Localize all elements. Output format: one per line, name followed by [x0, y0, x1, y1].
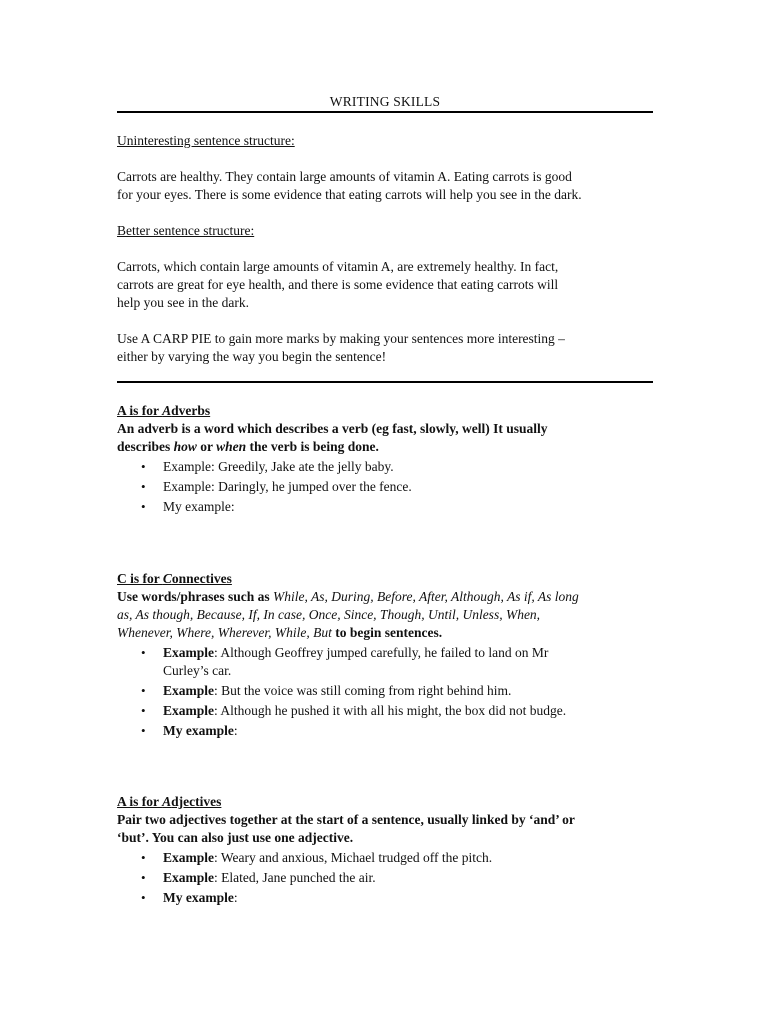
adverbs-heading: A is for Adverbs — [117, 403, 211, 418]
para2-line2: carrots are great for eye health, and there is some evidence that eating carrots will — [117, 277, 559, 292]
list-item: • Example: Greedily, Jake ate the jelly baby. — [141, 459, 394, 474]
connectives-section — [117, 570, 653, 740]
adjectives-section — [117, 793, 653, 907]
better-paragraph — [117, 258, 653, 312]
bullet-icon: • — [141, 499, 146, 514]
para1-line2: for your eyes. There is some evidence that eating carrots will help you see in the dark. — [117, 187, 582, 202]
page-title: WRITING SKILLS — [329, 94, 441, 109]
para2-line1: Carrots, which contain large amounts of vitamin A, are extremely healthy. In fact, — [117, 259, 559, 274]
adverbs-description: An adverb is a word which describes a verb (eg fast, slowly, well) It usually describes how or when the verb is being done. — [117, 421, 548, 454]
connectives-list — [117, 644, 653, 740]
uninteresting-paragraph — [117, 168, 653, 204]
connectives-description: Use words/phrases such as While, As, During, Before, After, Although, As if, As long as, As though, Because, If, In case, Once, Since, Though, Until, Unless, When, Whenever, Where, Wherever, While, But to begin sentences. — [117, 589, 579, 640]
adjectives-list — [117, 849, 653, 907]
carp-pie-paragraph — [117, 330, 653, 366]
para3-line2: either by varying the way you begin the sentence! — [117, 349, 387, 364]
bullet-icon: • — [141, 850, 146, 865]
uninteresting-heading: Uninteresting sentence structure: — [117, 133, 295, 148]
bullet-icon: • — [141, 870, 146, 885]
section-divider — [117, 381, 653, 383]
list-item: • Example: Elated, Jane punched the air. — [141, 870, 376, 885]
bullet-icon: • — [141, 683, 146, 698]
bullet-icon: • — [141, 890, 146, 905]
bullet-icon: • — [141, 459, 146, 474]
para2-line3: help you see in the dark. — [117, 295, 249, 310]
bullet-icon: • — [141, 645, 146, 660]
list-item: • Example: Daringly, he jumped over the fence. — [141, 479, 412, 494]
title-divider — [117, 111, 653, 113]
bullet-icon: • — [141, 703, 146, 718]
adjectives-heading: A is for Adjectives — [117, 794, 222, 809]
list-item: • Example: Although he pushed it with all his might, the box did not budge. — [141, 703, 567, 718]
better-heading: Better sentence structure: — [117, 223, 255, 238]
list-item: • Example: Although Geoffrey jumped carefully, he failed to land on Mr Curley’s car. — [141, 645, 549, 678]
list-item: • Example: Weary and anxious, Michael trudged off the pitch. — [141, 850, 493, 865]
adverbs-section — [117, 402, 653, 516]
list-item: • Example: But the voice was still coming from right behind him. — [141, 683, 512, 698]
intro-section — [117, 132, 653, 366]
list-item: • My example: — [141, 890, 238, 905]
adverbs-list — [117, 458, 653, 516]
para3-line1: Use A CARP PIE to gain more marks by making your sentences more interesting – — [117, 331, 565, 346]
adjectives-description: Pair two adjectives together at the start of a sentence, usually linked by ‘and’ or ‘but’. You can also just use one adjective. — [117, 812, 575, 845]
list-item: • My example: — [141, 499, 235, 514]
list-item: • My example: — [141, 723, 238, 738]
connectives-heading: C is for Connectives — [117, 571, 232, 586]
bullet-icon: • — [141, 723, 146, 738]
bullet-icon: • — [141, 479, 146, 494]
para1-line1: Carrots are healthy. They contain large amounts of vitamin A. Eating carrots is good — [117, 169, 572, 184]
